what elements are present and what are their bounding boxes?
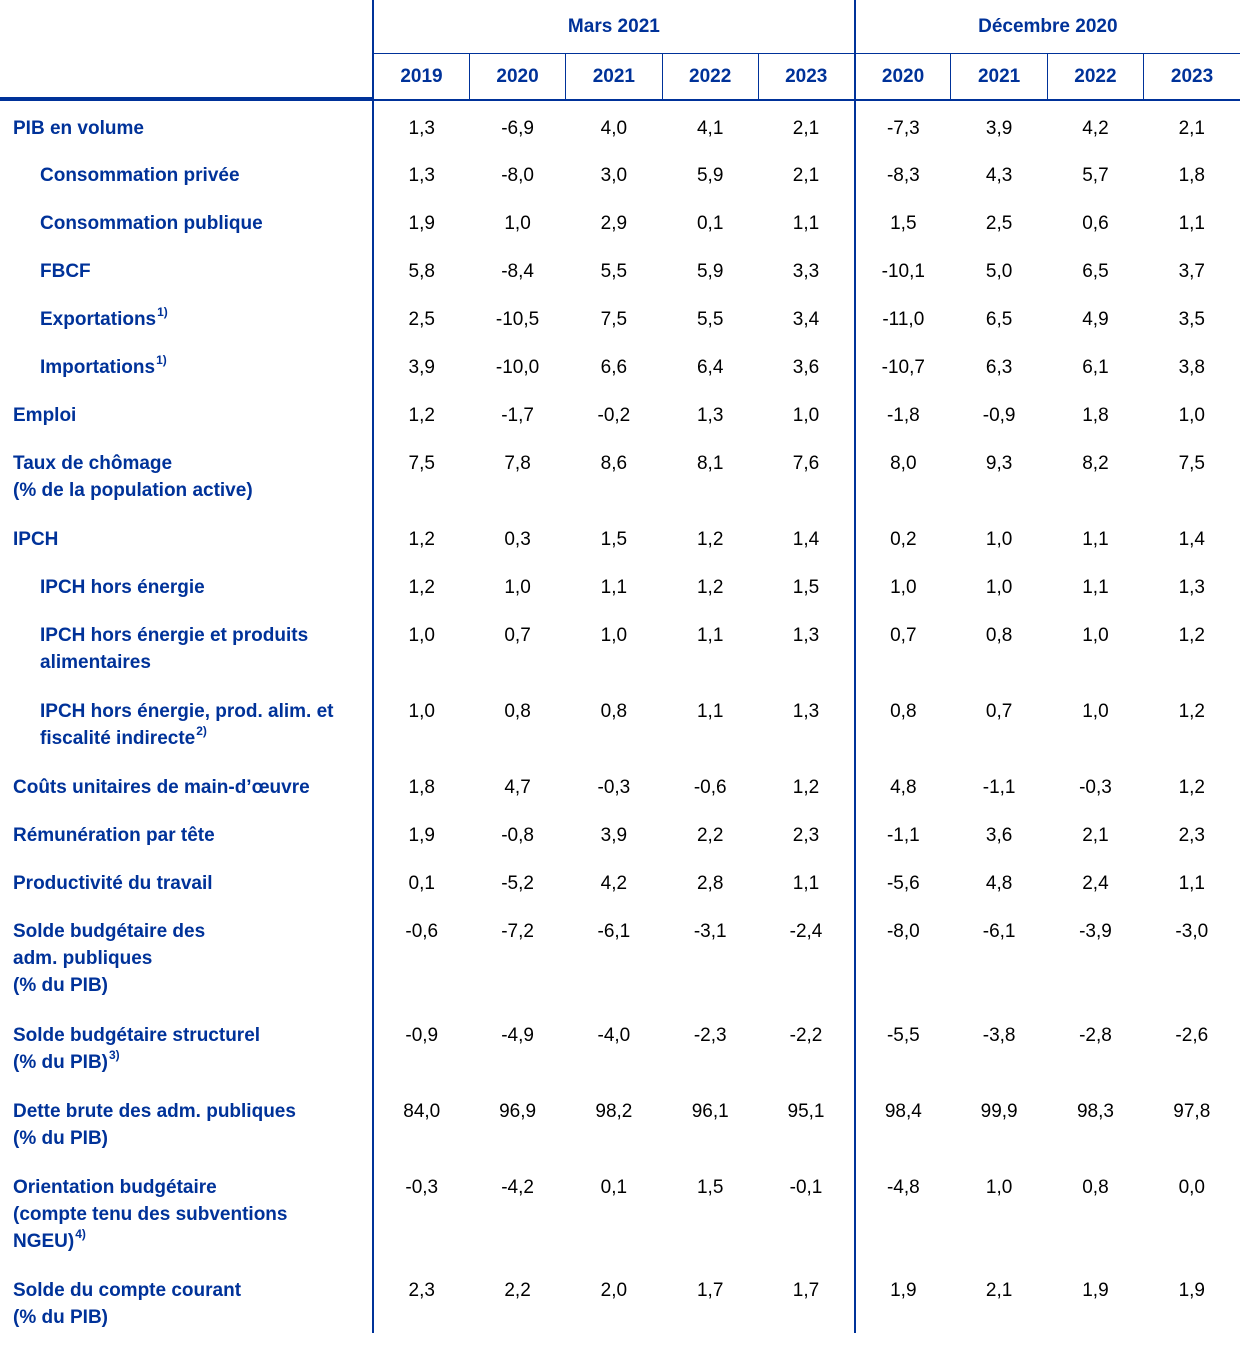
value-cell: 4,2	[600, 873, 628, 894]
value-cell: 3,0	[600, 165, 628, 186]
row-label-text: Taux de chômage (% de la population active)	[13, 453, 253, 501]
value-cell: 0,8	[600, 701, 628, 722]
value-cell: 5,5	[600, 261, 628, 282]
value-cell: -8,3	[886, 165, 920, 186]
value-cell: -8,0	[501, 165, 534, 186]
value-cell: -10,0	[495, 357, 540, 378]
value-cell: 1,1	[696, 625, 724, 646]
year-header-row	[0, 54, 1240, 101]
table-row	[0, 560, 1240, 608]
row-label-text: Dette brute des adm. publiques (% du PIB)	[13, 1101, 296, 1149]
row-label	[0, 100, 373, 148]
value-cell: 2,0	[600, 1280, 628, 1301]
value-cell: 1,4	[758, 512, 854, 560]
value-cell: 3,5	[1178, 309, 1205, 330]
value-cell: 1,0	[985, 1177, 1013, 1198]
table-row	[0, 1160, 1240, 1263]
value-cell: 7,6	[758, 436, 854, 512]
row-label-text: IPCH	[13, 529, 59, 550]
table-row	[0, 196, 1240, 244]
value-cell: 3,6	[758, 340, 854, 388]
year-header: 2023	[1144, 54, 1240, 101]
value-cell: 1,3	[1178, 577, 1205, 598]
value-cell: 1,1	[1178, 213, 1205, 234]
value-cell: 0,8	[1082, 1177, 1109, 1198]
value-cell: 84,0	[373, 1084, 469, 1160]
value-cell: 4,1	[696, 118, 724, 139]
value-cell: -1,1	[886, 825, 920, 846]
value-cell: -3,8	[982, 1025, 1016, 1046]
table-row	[0, 100, 1240, 148]
row-label	[0, 1160, 373, 1263]
value-cell: -7,2	[501, 921, 534, 942]
value-cell: 4,3	[985, 165, 1013, 186]
value-cell: 2,5	[373, 292, 469, 340]
value-cell: 1,9	[1178, 1280, 1205, 1301]
value-cell: 1,2	[1178, 777, 1205, 798]
value-cell: 2,3	[1178, 825, 1205, 846]
row-label	[0, 1008, 373, 1084]
header-corner-lower	[0, 54, 373, 101]
value-cell: 1,9	[890, 1280, 917, 1301]
row-label-text: Solde du compte courant (% du PIB)	[13, 1280, 242, 1328]
table-row	[0, 1008, 1240, 1084]
value-cell: 0,1	[696, 213, 724, 234]
value-cell: 1,3	[758, 684, 854, 760]
row-label-text: Solde budgétaire des adm. publiques (% du PIB)	[13, 921, 206, 996]
year-header: 2020	[469, 54, 565, 101]
row-label-text: Emploi	[13, 405, 77, 426]
value-cell: 1,1	[758, 196, 854, 244]
value-cell: 1,0	[600, 625, 628, 646]
value-cell: 9,3	[985, 453, 1013, 474]
row-label	[0, 760, 373, 808]
row-label	[0, 904, 373, 1008]
row-label-text: IPCH hors énergie	[40, 577, 205, 598]
year-header: 2021	[951, 54, 1047, 101]
value-cell: 96,1	[691, 1101, 729, 1122]
value-cell: -1,7	[501, 405, 534, 426]
value-cell: -0,9	[373, 1008, 469, 1084]
value-cell: -7,3	[886, 118, 920, 139]
value-cell: 1,5	[600, 529, 628, 550]
value-cell: 2,3	[758, 808, 854, 856]
value-cell: 1,3	[373, 148, 469, 196]
value-cell: -6,9	[501, 118, 534, 139]
value-cell: -10,7	[881, 357, 925, 378]
value-cell: -4,8	[886, 1177, 920, 1198]
row-label	[0, 436, 373, 512]
value-cell: 1,0	[985, 577, 1013, 598]
footnote-marker: 2)	[196, 723, 207, 738]
row-label	[0, 1084, 373, 1160]
value-cell: 1,2	[696, 529, 724, 550]
value-cell: 1,2	[1178, 701, 1205, 722]
footnote-marker: 1)	[157, 304, 168, 319]
value-cell: -0,9	[982, 405, 1016, 426]
value-cell: 5,7	[1082, 165, 1109, 186]
value-cell: 1,2	[373, 560, 469, 608]
value-cell: 2,8	[696, 873, 724, 894]
value-cell: -6,1	[597, 921, 631, 942]
value-cell: 1,0	[1178, 405, 1205, 426]
value-cell: 0,7	[985, 701, 1013, 722]
value-cell: -0,3	[597, 777, 631, 798]
value-cell: 0,8	[504, 701, 531, 722]
value-cell: -4,0	[597, 1025, 631, 1046]
row-label-text: Importations	[40, 357, 156, 378]
value-cell: 2,4	[1082, 873, 1109, 894]
value-cell: 6,1	[1082, 357, 1109, 378]
value-cell: 5,9	[696, 165, 724, 186]
value-cell: 1,0	[758, 388, 854, 436]
group-header-decembre-2020: Décembre 2020	[855, 0, 1240, 54]
value-cell: 1,1	[758, 856, 854, 904]
table-row	[0, 684, 1240, 760]
value-cell: -4,9	[501, 1025, 534, 1046]
value-cell: -8,4	[501, 261, 534, 282]
value-cell: 0,7	[890, 625, 917, 646]
value-cell: -0,8	[501, 825, 534, 846]
value-cell: 1,9	[373, 808, 469, 856]
value-cell: 2,9	[600, 213, 628, 234]
table-row	[0, 340, 1240, 388]
value-cell: 1,8	[373, 760, 469, 808]
table-body	[0, 100, 1240, 1333]
table-row	[0, 436, 1240, 512]
value-cell: 1,3	[696, 405, 724, 426]
row-label	[0, 196, 373, 244]
value-cell: 1,1	[696, 701, 724, 722]
value-cell: 1,9	[373, 196, 469, 244]
value-cell: 1,0	[1082, 625, 1109, 646]
value-cell: 3,8	[1178, 357, 1205, 378]
value-cell: -0,3	[373, 1160, 469, 1263]
value-cell: 3,9	[600, 825, 628, 846]
table-row	[0, 292, 1240, 340]
value-cell: -5,2	[501, 873, 534, 894]
value-cell: 4,2	[1082, 118, 1109, 139]
value-cell: 1,2	[758, 760, 854, 808]
value-cell: 7,5	[600, 309, 628, 330]
value-cell: -2,3	[693, 1025, 727, 1046]
value-cell: 2,3	[373, 1263, 469, 1333]
value-cell: 0,0	[1178, 1177, 1205, 1198]
value-cell: 2,1	[1178, 118, 1205, 139]
footnote-marker: 3)	[109, 1047, 120, 1062]
value-cell: 5,0	[985, 261, 1013, 282]
value-cell: -0,2	[597, 405, 631, 426]
row-label-text: Exportations	[40, 309, 157, 330]
row-label	[0, 1263, 373, 1333]
value-cell: 98,4	[884, 1101, 922, 1122]
value-cell: 7,8	[504, 453, 531, 474]
value-cell: -2,6	[1175, 1025, 1209, 1046]
value-cell: 98,3	[1076, 1101, 1114, 1122]
row-label-text: FBCF	[40, 261, 91, 282]
value-cell: 2,2	[504, 1280, 531, 1301]
value-cell: 1,0	[504, 577, 531, 598]
value-cell: -2,8	[1079, 1025, 1112, 1046]
row-label-text: Productivité du travail	[13, 873, 213, 894]
table-row	[0, 388, 1240, 436]
value-cell: 1,5	[696, 1177, 724, 1198]
value-cell: -0,3	[1079, 777, 1112, 798]
group-header-row	[0, 0, 1240, 54]
value-cell: 1,7	[696, 1280, 724, 1301]
value-cell: -11,0	[882, 309, 925, 330]
value-cell: 1,1	[1178, 873, 1205, 894]
table-row	[0, 904, 1240, 1008]
value-cell: 98,2	[595, 1101, 633, 1122]
value-cell: 1,0	[373, 608, 469, 684]
value-cell: 0,7	[504, 625, 531, 646]
value-cell: 1,1	[1082, 529, 1109, 550]
value-cell: 1,0	[504, 213, 531, 234]
value-cell: 7,5	[1178, 453, 1205, 474]
value-cell: -3,9	[1079, 921, 1112, 942]
value-cell: 6,3	[985, 357, 1013, 378]
value-cell: -8,0	[886, 921, 920, 942]
value-cell: -5,5	[886, 1025, 920, 1046]
value-cell: 1,1	[600, 577, 628, 598]
value-cell: 1,2	[696, 577, 724, 598]
year-header: 2023	[758, 54, 854, 101]
table-row	[0, 856, 1240, 904]
year-header: 2022	[662, 54, 758, 101]
value-cell: 1,0	[985, 529, 1013, 550]
row-label-text: Consommation privée	[40, 165, 240, 186]
value-cell: -0,6	[693, 777, 727, 798]
value-cell: 3,7	[1178, 261, 1205, 282]
value-cell: -0,1	[758, 1160, 854, 1263]
value-cell: 1,9	[1082, 1280, 1109, 1301]
value-cell: 5,5	[696, 309, 724, 330]
value-cell: 0,1	[600, 1177, 628, 1198]
value-cell: 1,3	[373, 100, 469, 148]
value-cell: 4,7	[504, 777, 531, 798]
row-label	[0, 292, 373, 340]
value-cell: 2,1	[758, 148, 854, 196]
value-cell: 6,6	[600, 357, 628, 378]
value-cell: 3,9	[985, 118, 1013, 139]
value-cell: 1,8	[1082, 405, 1109, 426]
value-cell: 97,8	[1173, 1101, 1211, 1122]
value-cell: 0,2	[890, 529, 917, 550]
row-label-text: Consommation publique	[40, 213, 263, 234]
footnote-marker: 4)	[75, 1226, 86, 1241]
value-cell: 0,8	[985, 625, 1013, 646]
table-row	[0, 808, 1240, 856]
footnote-marker: 1)	[156, 352, 167, 367]
value-cell: 1,7	[758, 1263, 854, 1333]
value-cell: 0,1	[373, 856, 469, 904]
value-cell: -3,0	[1175, 921, 1209, 942]
value-cell: -2,2	[758, 1008, 854, 1084]
row-label-text: Coûts unitaires de main-d’œuvre	[13, 777, 310, 798]
year-header: 2020	[855, 54, 951, 101]
value-cell: 2,2	[696, 825, 724, 846]
value-cell: 4,8	[890, 777, 917, 798]
table-row	[0, 148, 1240, 196]
value-cell: 0,8	[890, 701, 917, 722]
value-cell: 8,0	[890, 453, 917, 474]
value-cell: -1,1	[982, 777, 1016, 798]
value-cell: 1,0	[373, 684, 469, 760]
value-cell: 6,5	[1082, 261, 1109, 282]
value-cell: 6,4	[696, 357, 724, 378]
row-label	[0, 148, 373, 196]
value-cell: 4,9	[1082, 309, 1109, 330]
value-cell: 96,9	[499, 1101, 537, 1122]
value-cell: 5,8	[373, 244, 469, 292]
row-label	[0, 560, 373, 608]
row-label-text: IPCH hors énergie et produits alimentaires	[40, 625, 309, 673]
row-label-text: Rémunération par tête	[13, 825, 215, 846]
value-cell: -4,2	[501, 1177, 534, 1198]
year-header: 2022	[1047, 54, 1143, 101]
row-label-text: Orientation budgétaire (compte tenu des subventions NGEU)	[13, 1177, 288, 1252]
value-cell: -10,5	[495, 309, 540, 330]
row-label	[0, 340, 373, 388]
value-cell: 1,3	[758, 608, 854, 684]
value-cell: 8,6	[600, 453, 628, 474]
table-row	[0, 1084, 1240, 1160]
value-cell: -5,6	[886, 873, 920, 894]
header-corner	[0, 0, 373, 54]
value-cell: -2,4	[758, 904, 854, 1008]
row-label	[0, 608, 373, 684]
value-cell: 0,3	[504, 529, 531, 550]
value-cell: 2,1	[758, 100, 854, 148]
value-cell: 1,1	[1082, 577, 1109, 598]
row-label	[0, 856, 373, 904]
group-header-mars-2021: Mars 2021	[373, 0, 855, 54]
value-cell: 4,8	[985, 873, 1013, 894]
value-cell: 2,1	[985, 1280, 1013, 1301]
table-row	[0, 760, 1240, 808]
value-cell: 1,0	[1082, 701, 1109, 722]
value-cell: -6,1	[982, 921, 1016, 942]
value-cell: 1,5	[758, 560, 854, 608]
value-cell: 3,4	[758, 292, 854, 340]
value-cell: 1,4	[1178, 529, 1205, 550]
value-cell: 95,1	[758, 1084, 854, 1160]
value-cell: 5,9	[696, 261, 724, 282]
value-cell: 8,1	[696, 453, 724, 474]
row-label	[0, 244, 373, 292]
table-row	[0, 512, 1240, 560]
value-cell: 3,3	[758, 244, 854, 292]
value-cell: 3,9	[373, 340, 469, 388]
value-cell: 1,5	[890, 213, 917, 234]
row-label	[0, 808, 373, 856]
value-cell: 8,2	[1082, 453, 1109, 474]
row-label	[0, 388, 373, 436]
value-cell: 4,0	[600, 118, 628, 139]
value-cell: 2,5	[985, 213, 1013, 234]
year-header: 2021	[566, 54, 662, 101]
row-label-text: Solde budgétaire structurel (% du PIB)	[13, 1025, 261, 1073]
value-cell: 6,5	[985, 309, 1013, 330]
table-row	[0, 1263, 1240, 1333]
year-header: 2019	[373, 54, 469, 101]
value-cell: -1,8	[886, 405, 920, 426]
table-row	[0, 244, 1240, 292]
row-label	[0, 512, 373, 560]
value-cell: 7,5	[373, 436, 469, 512]
value-cell: 3,6	[985, 825, 1013, 846]
value-cell: 1,2	[1178, 625, 1205, 646]
row-label-text: IPCH hors énergie, prod. alim. et fiscalité indirecte	[40, 701, 334, 749]
value-cell: 2,1	[1082, 825, 1109, 846]
value-cell: 1,2	[373, 512, 469, 560]
row-label-text: PIB en volume	[13, 118, 144, 139]
value-cell: -0,6	[373, 904, 469, 1008]
value-cell: 1,2	[373, 388, 469, 436]
value-cell: 1,8	[1178, 165, 1205, 186]
value-cell: 1,0	[890, 577, 917, 598]
value-cell: 0,6	[1082, 213, 1109, 234]
table-row	[0, 608, 1240, 684]
value-cell: -3,1	[693, 921, 727, 942]
value-cell: -10,1	[881, 261, 925, 282]
row-label	[0, 684, 373, 760]
value-cell: 99,9	[980, 1101, 1018, 1122]
